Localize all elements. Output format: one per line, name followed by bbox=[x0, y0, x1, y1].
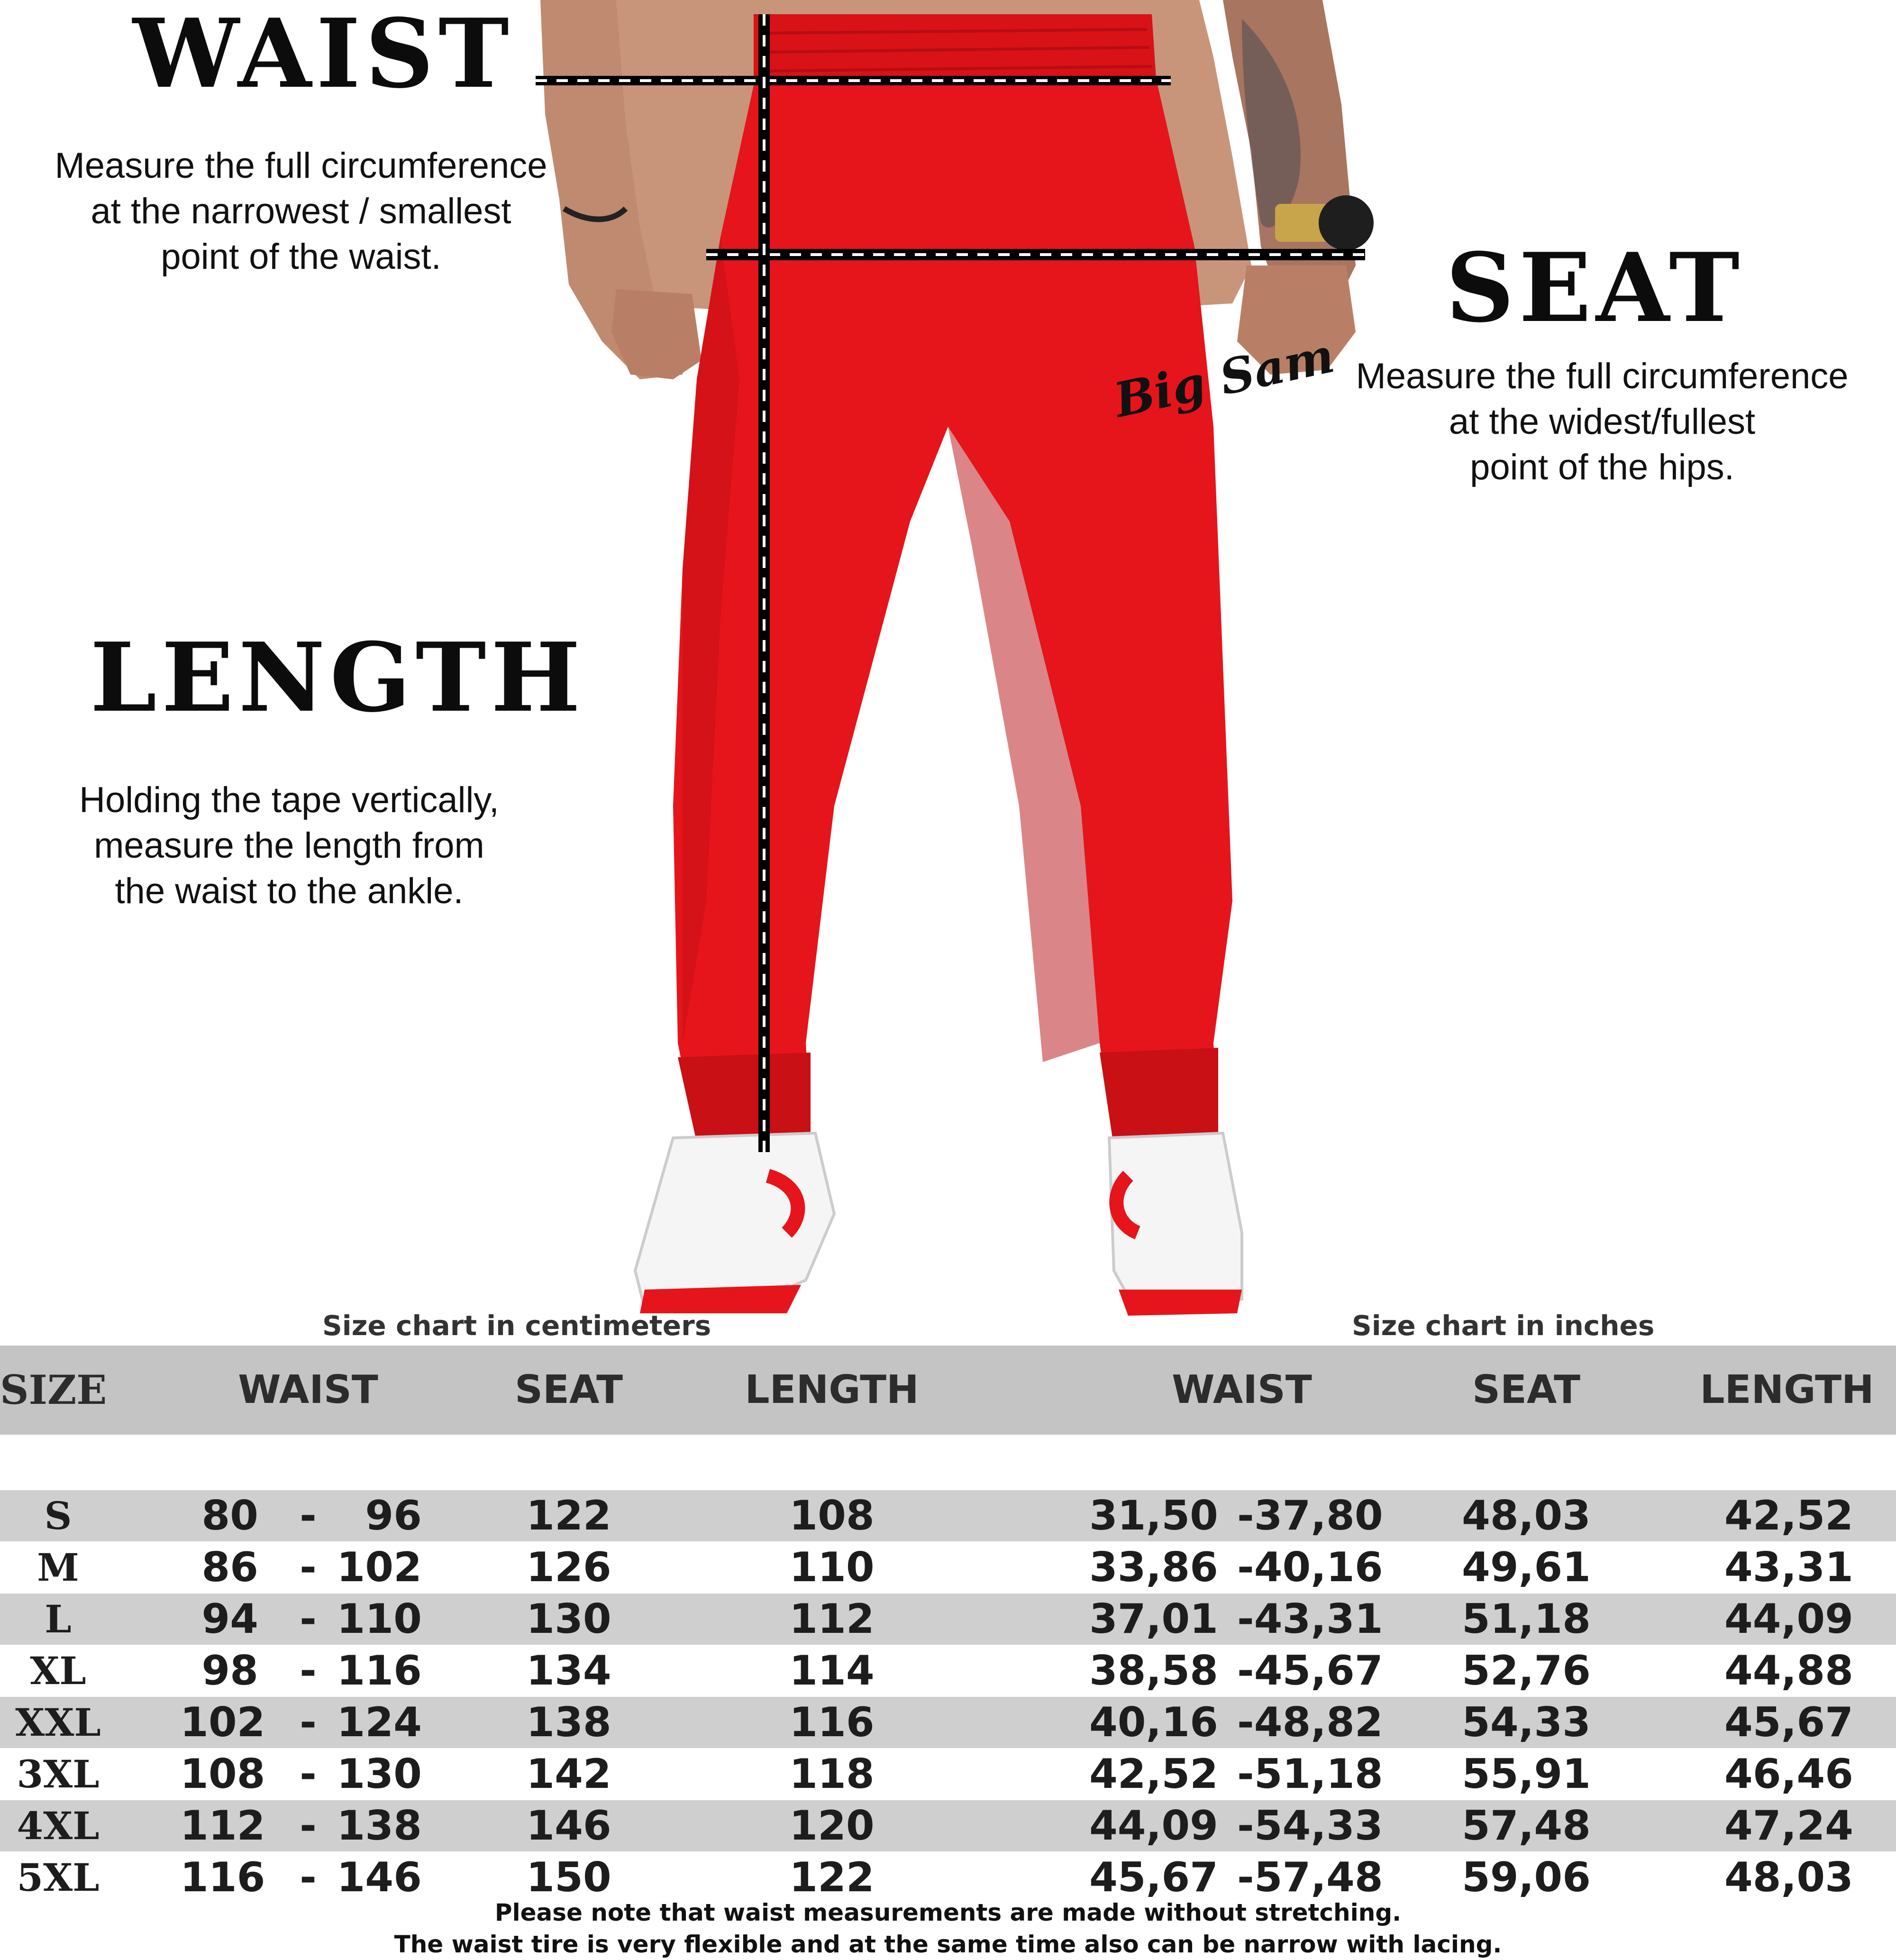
cell-in-waist-max: -54,33 bbox=[1237, 1802, 1383, 1850]
cell-cm-waist-dash: - bbox=[300, 1699, 317, 1746]
cell-cm-waist-max: 102 bbox=[337, 1544, 422, 1591]
cell-cm-waist-min: 80 bbox=[201, 1492, 258, 1539]
cell-cm-seat: 150 bbox=[526, 1854, 611, 1901]
cell-cm-waist-max: 110 bbox=[337, 1595, 422, 1643]
seat-description bbox=[1313, 354, 1891, 490]
cell-cm-seat: 134 bbox=[526, 1647, 611, 1694]
header-in-seat: SEAT bbox=[1472, 1367, 1581, 1412]
header-cm-length: LENGTH bbox=[745, 1367, 919, 1412]
waist-description bbox=[9, 143, 592, 280]
waist-measure-line bbox=[536, 76, 1171, 85]
cell-in-length: 44,88 bbox=[1724, 1647, 1853, 1694]
cell-cm-waist-max: 138 bbox=[337, 1802, 422, 1850]
cell-in-seat: 48,03 bbox=[1461, 1492, 1591, 1539]
header-size: SIZE bbox=[0, 1366, 107, 1413]
cell-in-waist-min: 40,16 bbox=[1089, 1699, 1218, 1746]
cell-cm-length: 116 bbox=[789, 1699, 875, 1746]
length-desc-line: Holding the tape vertically, bbox=[79, 780, 499, 820]
waist-desc-line: at the narrowest / smallest bbox=[91, 191, 511, 231]
cell-cm-waist-max: 124 bbox=[337, 1699, 422, 1746]
cell-cm-seat: 126 bbox=[526, 1544, 611, 1591]
waist-desc-line: Measure the full circumference bbox=[55, 146, 547, 186]
cell-cm-length: 122 bbox=[789, 1854, 875, 1901]
table-row bbox=[0, 1697, 1896, 1748]
header-in-length: LENGTH bbox=[1700, 1367, 1874, 1412]
table-row bbox=[0, 1594, 1896, 1645]
table-row bbox=[0, 1542, 1896, 1593]
seat-title: SEAT bbox=[1446, 232, 1744, 344]
cell-in-waist-min: 37,01 bbox=[1089, 1595, 1218, 1643]
cell-cm-length: 108 bbox=[789, 1492, 875, 1539]
cell-in-waist-max: -51,18 bbox=[1237, 1750, 1383, 1798]
cell-cm-waist-min: 112 bbox=[180, 1802, 265, 1850]
cell-in-waist-min: 44,09 bbox=[1089, 1802, 1218, 1850]
length-description bbox=[19, 778, 559, 914]
cell-cm-waist-max: 130 bbox=[337, 1750, 422, 1798]
cell-in-length: 48,03 bbox=[1724, 1854, 1853, 1901]
cell-cm-seat: 138 bbox=[526, 1699, 611, 1746]
cell-cm-seat: 130 bbox=[526, 1595, 611, 1643]
cell-cm-waist-dash: - bbox=[300, 1750, 317, 1798]
cell-cm-waist-min: 94 bbox=[201, 1595, 258, 1643]
length-title: LENGTH bbox=[90, 622, 585, 733]
table-row bbox=[0, 1852, 1896, 1903]
cell-in-seat: 57,48 bbox=[1461, 1802, 1591, 1850]
cell-cm-waist-dash: - bbox=[300, 1544, 317, 1591]
cell-in-seat: 55,91 bbox=[1461, 1750, 1591, 1798]
cell-cm-waist-dash: - bbox=[300, 1492, 317, 1539]
cell-cm-waist-min: 102 bbox=[180, 1699, 265, 1746]
header-in-waist: WAIST bbox=[1172, 1367, 1312, 1412]
note-line-1: Please note that waist measurements are made without stretching. bbox=[494, 1899, 1402, 1926]
cell-in-seat: 59,06 bbox=[1461, 1854, 1591, 1901]
header-cm-seat: SEAT bbox=[514, 1367, 623, 1412]
cell-in-seat: 51,18 bbox=[1461, 1595, 1591, 1643]
cell-in-length: 42,52 bbox=[1724, 1492, 1853, 1539]
seat-measure-line bbox=[706, 249, 1365, 260]
waist-desc-line: point of the waist. bbox=[161, 237, 441, 277]
cell-in-seat: 52,76 bbox=[1461, 1647, 1591, 1694]
cell-cm-seat: 142 bbox=[526, 1750, 611, 1798]
cell-cm-length: 112 bbox=[789, 1595, 875, 1643]
table-row bbox=[0, 1645, 1896, 1696]
cell-cm-seat: 122 bbox=[526, 1492, 611, 1539]
waist-title: WAIST bbox=[133, 0, 514, 110]
cell-in-waist-max: -37,80 bbox=[1237, 1492, 1383, 1539]
length-measure-line bbox=[758, 14, 770, 1152]
length-desc-line: measure the length from bbox=[94, 825, 484, 866]
note-line-2: The waist tire is very flexible and at the same time also can be narrow with lacing. bbox=[394, 1931, 1502, 1958]
white-sneakers bbox=[635, 1133, 1242, 1316]
cell-size: 3XL bbox=[17, 1752, 100, 1796]
cell-cm-length: 120 bbox=[789, 1802, 875, 1850]
cell-size: L bbox=[45, 1597, 72, 1641]
cell-cm-waist-max: 116 bbox=[337, 1647, 422, 1694]
seat-desc-line: Measure the full circumference bbox=[1356, 356, 1849, 396]
cell-cm-waist-max: 96 bbox=[365, 1492, 422, 1539]
cell-cm-waist-max: 146 bbox=[337, 1854, 422, 1901]
table-row bbox=[0, 1800, 1896, 1851]
cell-in-waist-min: 38,58 bbox=[1089, 1647, 1218, 1694]
table-row bbox=[0, 1749, 1896, 1800]
cell-in-waist-min: 31,50 bbox=[1089, 1492, 1218, 1539]
cell-size: XXL bbox=[15, 1700, 101, 1745]
cell-in-length: 45,67 bbox=[1724, 1699, 1853, 1746]
red-pants bbox=[673, 14, 1339, 1147]
cell-cm-waist-min: 116 bbox=[180, 1854, 265, 1901]
cell-in-length: 47,24 bbox=[1724, 1802, 1853, 1850]
length-desc-line: the waist to the ankle. bbox=[115, 871, 464, 911]
cell-size: 5XL bbox=[17, 1855, 100, 1900]
cell-in-waist-max: -45,67 bbox=[1237, 1647, 1383, 1694]
cell-cm-waist-dash: - bbox=[300, 1802, 317, 1850]
cell-cm-waist-dash: - bbox=[300, 1647, 317, 1694]
cell-size: S bbox=[44, 1493, 72, 1538]
seat-desc-line: at the widest/fullest bbox=[1449, 402, 1756, 442]
cell-in-waist-min: 45,67 bbox=[1089, 1854, 1218, 1901]
table-row bbox=[0, 1490, 1896, 1541]
cell-cm-seat: 146 bbox=[526, 1802, 611, 1850]
pants-logo: Big Sam bbox=[1109, 327, 1339, 429]
cell-cm-waist-dash: - bbox=[300, 1595, 317, 1643]
cell-size: M bbox=[37, 1545, 79, 1590]
seat-desc-line: point of the hips. bbox=[1470, 447, 1734, 487]
cell-in-waist-max: -48,82 bbox=[1237, 1699, 1383, 1746]
cell-in-length: 44,09 bbox=[1724, 1595, 1853, 1643]
cell-cm-length: 114 bbox=[789, 1647, 875, 1694]
cell-in-waist-max: -40,16 bbox=[1237, 1544, 1383, 1591]
cell-in-waist-min: 42,52 bbox=[1089, 1750, 1218, 1798]
cell-in-length: 46,46 bbox=[1724, 1750, 1853, 1798]
cell-cm-waist-dash: - bbox=[300, 1854, 317, 1901]
cell-in-waist-max: -43,31 bbox=[1237, 1595, 1383, 1643]
cell-in-length: 43,31 bbox=[1724, 1544, 1853, 1591]
cell-cm-waist-min: 98 bbox=[201, 1647, 258, 1694]
cell-cm-waist-min: 86 bbox=[201, 1544, 258, 1591]
cell-in-seat: 54,33 bbox=[1461, 1699, 1591, 1746]
cell-size: 4XL bbox=[17, 1804, 100, 1848]
cell-cm-length: 110 bbox=[789, 1544, 875, 1591]
cell-in-waist-min: 33,86 bbox=[1089, 1544, 1218, 1591]
cell-in-waist-max: -57,48 bbox=[1237, 1854, 1383, 1901]
cell-cm-length: 118 bbox=[789, 1750, 875, 1798]
cm-table-caption: Size chart in centimeters bbox=[322, 1310, 711, 1342]
header-cm-waist: WAIST bbox=[238, 1367, 378, 1412]
cell-size: XL bbox=[30, 1649, 86, 1693]
cell-cm-waist-min: 108 bbox=[180, 1750, 265, 1798]
cell-in-seat: 49,61 bbox=[1461, 1544, 1591, 1591]
inch-table-caption: Size chart in inches bbox=[1352, 1310, 1655, 1342]
